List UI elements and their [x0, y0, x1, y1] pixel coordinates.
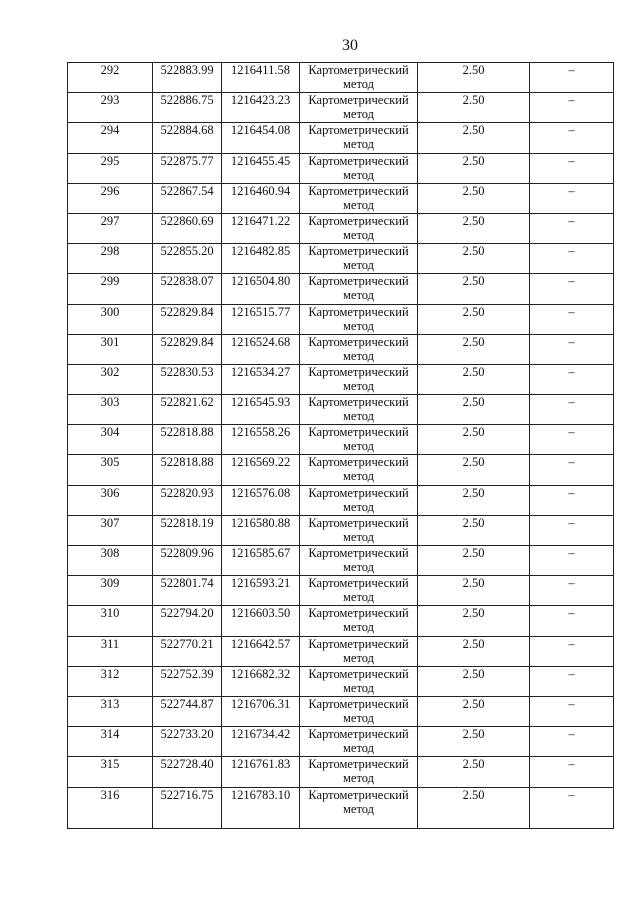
description-cell: – [530, 455, 614, 485]
method-text-line: метод [342, 469, 374, 484]
method-text-line: Картометрический [308, 63, 409, 77]
method-cell [300, 183, 418, 213]
description-cell: – [530, 485, 614, 515]
point-number-cell: 301 [68, 334, 153, 364]
method-text-line: Картометрический [308, 395, 409, 410]
description-cell: – [530, 515, 614, 545]
method-text-line: метод [342, 560, 374, 574]
table-row [68, 304, 614, 334]
accuracy-cell: 2.50 [418, 244, 530, 274]
method-cell [300, 244, 418, 274]
method-cell [300, 576, 418, 606]
method-cell [300, 696, 418, 726]
table-row [68, 274, 614, 304]
method-text-line: метод [342, 801, 374, 816]
point-number-cell: 306 [68, 485, 153, 515]
description-cell: – [530, 213, 614, 243]
x-coordinate-cell: 522752.39 [153, 666, 222, 696]
x-coordinate-cell: 522860.69 [153, 213, 222, 243]
description-cell: – [530, 666, 614, 696]
description-cell: – [530, 93, 614, 123]
accuracy-cell: 2.50 [418, 576, 530, 606]
point-number-cell: 302 [68, 364, 153, 394]
method-cell [300, 546, 418, 576]
point-number-cell: 316 [68, 787, 153, 828]
x-coordinate-cell: 522855.20 [153, 244, 222, 274]
y-coordinate-cell: 1216576.08 [222, 485, 300, 515]
point-number-cell: 309 [68, 576, 153, 606]
description-cell: – [530, 334, 614, 364]
method-text-line: Картометрический [308, 153, 409, 168]
method-text-line: Картометрический [308, 606, 409, 621]
point-number-cell: 299 [68, 274, 153, 304]
description-cell: – [530, 757, 614, 787]
accuracy-cell: 2.50 [418, 304, 530, 334]
table-row [68, 334, 614, 364]
method-text-line: Картометрический [308, 364, 409, 379]
method-text-line: метод [342, 409, 374, 424]
method-text-line: Картометрический [308, 455, 409, 470]
method-text-line: метод [342, 318, 374, 333]
x-coordinate-cell: 522744.87 [153, 696, 222, 726]
y-coordinate-cell: 1216761.83 [222, 757, 300, 787]
point-number-cell: 298 [68, 244, 153, 274]
x-coordinate-cell: 522875.77 [153, 153, 222, 183]
point-number-cell: 314 [68, 727, 153, 757]
x-coordinate-cell: 522838.07 [153, 274, 222, 304]
description-cell: – [530, 63, 614, 93]
y-coordinate-cell: 1216423.23 [222, 93, 300, 123]
method-text-line: метод [342, 258, 374, 273]
method-text-line: Картометрический [308, 696, 409, 711]
description-cell: – [530, 274, 614, 304]
description-cell: – [530, 304, 614, 334]
point-number-cell: 300 [68, 304, 153, 334]
x-coordinate-cell: 522733.20 [153, 727, 222, 757]
y-coordinate-cell: 1216734.42 [222, 727, 300, 757]
y-coordinate-cell: 1216545.93 [222, 395, 300, 425]
method-cell [300, 395, 418, 425]
accuracy-cell: 2.50 [418, 696, 530, 726]
method-cell [300, 334, 418, 364]
method-text-line: Картометрический [308, 93, 409, 108]
table-row [68, 636, 614, 666]
description-cell: – [530, 546, 614, 576]
accuracy-cell: 2.50 [418, 63, 530, 93]
point-number-cell: 303 [68, 395, 153, 425]
table-row [68, 425, 614, 455]
table-row [68, 153, 614, 183]
method-cell [300, 63, 418, 93]
point-number-cell: 313 [68, 696, 153, 726]
method-text-line: метод [342, 620, 374, 635]
method-text-line: Картометрический [308, 787, 409, 802]
table-row [68, 213, 614, 243]
method-text-line: метод [342, 499, 374, 514]
accuracy-cell: 2.50 [418, 485, 530, 515]
method-cell [300, 364, 418, 394]
y-coordinate-cell: 1216515.77 [222, 304, 300, 334]
y-coordinate-cell: 1216569.22 [222, 455, 300, 485]
accuracy-cell: 2.50 [418, 395, 530, 425]
method-text-line: Картометрический [308, 485, 409, 500]
point-number-cell: 297 [68, 213, 153, 243]
accuracy-cell: 2.50 [418, 123, 530, 153]
x-coordinate-cell: 522867.54 [153, 183, 222, 213]
accuracy-cell: 2.50 [418, 153, 530, 183]
accuracy-cell: 2.50 [418, 334, 530, 364]
x-coordinate-cell: 522821.62 [153, 395, 222, 425]
method-text-line: Картометрический [308, 757, 409, 772]
description-cell: – [530, 244, 614, 274]
x-coordinate-cell: 522716.75 [153, 787, 222, 828]
y-coordinate-cell: 1216706.31 [222, 696, 300, 726]
table-row [68, 696, 614, 726]
method-text-line: Картометрический [308, 213, 409, 228]
method-cell [300, 455, 418, 485]
accuracy-cell: 2.50 [418, 727, 530, 757]
method-text-line: метод [342, 741, 374, 756]
method-text-line: Картометрический [308, 425, 409, 440]
method-text-line: Картометрический [308, 546, 409, 560]
point-number-cell: 308 [68, 546, 153, 576]
accuracy-cell: 2.50 [418, 93, 530, 123]
x-coordinate-cell: 522794.20 [153, 606, 222, 636]
point-number-cell: 295 [68, 153, 153, 183]
description-cell: – [530, 153, 614, 183]
table-row [68, 455, 614, 485]
x-coordinate-cell: 522801.74 [153, 576, 222, 606]
method-text-line: Картометрический [308, 274, 409, 289]
method-text-line: метод [342, 137, 374, 152]
method-text-line: метод [342, 288, 374, 303]
method-cell [300, 636, 418, 666]
method-text-line: Картометрический [308, 666, 409, 681]
point-number-cell: 310 [68, 606, 153, 636]
x-coordinate-cell: 522820.93 [153, 485, 222, 515]
table-row [68, 485, 614, 515]
table-row [68, 244, 614, 274]
method-text-line: Картометрический [308, 244, 409, 259]
method-cell [300, 425, 418, 455]
method-text-line: метод [342, 710, 374, 725]
method-text-line: метод [342, 167, 374, 182]
method-text-line: метод [342, 439, 374, 454]
description-cell: – [530, 123, 614, 153]
description-cell: – [530, 787, 614, 828]
coordinates-table-body [68, 63, 614, 829]
method-text-line: Картометрический [308, 304, 409, 319]
accuracy-cell: 2.50 [418, 515, 530, 545]
method-text-line: метод [342, 529, 374, 544]
y-coordinate-cell: 1216455.45 [222, 153, 300, 183]
page-number: 30 [342, 37, 358, 54]
method-cell [300, 666, 418, 696]
accuracy-cell: 2.50 [418, 757, 530, 787]
table-row [68, 606, 614, 636]
method-text-line: метод [342, 197, 374, 212]
description-cell: – [530, 395, 614, 425]
method-cell [300, 153, 418, 183]
table-row [68, 183, 614, 213]
method-text-line: метод [342, 680, 374, 695]
method-text-line: метод [342, 590, 374, 605]
y-coordinate-cell: 1216593.21 [222, 576, 300, 606]
method-text-line: метод [342, 348, 374, 363]
y-coordinate-cell: 1216482.85 [222, 244, 300, 274]
y-coordinate-cell: 1216580.88 [222, 515, 300, 545]
method-cell [300, 274, 418, 304]
accuracy-cell: 2.50 [418, 787, 530, 828]
accuracy-cell: 2.50 [418, 274, 530, 304]
point-number-cell: 305 [68, 455, 153, 485]
method-text-line: метод [342, 771, 374, 786]
accuracy-cell: 2.50 [418, 636, 530, 666]
table-row [68, 666, 614, 696]
method-cell [300, 727, 418, 757]
x-coordinate-cell: 522829.84 [153, 304, 222, 334]
x-coordinate-cell: 522883.99 [153, 63, 222, 93]
point-number-cell: 296 [68, 183, 153, 213]
description-cell: – [530, 636, 614, 666]
table-row [68, 93, 614, 123]
x-coordinate-cell: 522818.88 [153, 455, 222, 485]
x-coordinate-cell: 522728.40 [153, 757, 222, 787]
method-cell [300, 515, 418, 545]
method-text-line: Картометрический [308, 334, 409, 349]
point-number-cell: 312 [68, 666, 153, 696]
description-cell: – [530, 183, 614, 213]
accuracy-cell: 2.50 [418, 364, 530, 394]
y-coordinate-cell: 1216460.94 [222, 183, 300, 213]
accuracy-cell: 2.50 [418, 183, 530, 213]
table-row [68, 364, 614, 394]
x-coordinate-cell: 522886.75 [153, 93, 222, 123]
table-row [68, 757, 614, 787]
description-cell: – [530, 727, 614, 757]
method-text-line: Картометрический [308, 576, 409, 591]
method-text-line: метод [342, 227, 374, 242]
table-row [68, 395, 614, 425]
y-coordinate-cell: 1216534.27 [222, 364, 300, 394]
y-coordinate-cell: 1216558.26 [222, 425, 300, 455]
method-cell [300, 485, 418, 515]
y-coordinate-cell: 1216504.80 [222, 274, 300, 304]
method-text-line: метод [342, 650, 374, 665]
accuracy-cell: 2.50 [418, 425, 530, 455]
method-cell [300, 93, 418, 123]
y-coordinate-cell: 1216471.22 [222, 213, 300, 243]
method-text-line: Картометрический [308, 727, 409, 742]
accuracy-cell: 2.50 [418, 455, 530, 485]
method-text-line: метод [342, 77, 374, 91]
table-row [68, 576, 614, 606]
method-cell [300, 123, 418, 153]
x-coordinate-cell: 522809.96 [153, 546, 222, 576]
table-row [68, 123, 614, 153]
description-cell: – [530, 364, 614, 394]
method-text-line: Картометрический [308, 515, 409, 530]
x-coordinate-cell: 522818.19 [153, 515, 222, 545]
point-number-cell: 315 [68, 757, 153, 787]
x-coordinate-cell: 522829.84 [153, 334, 222, 364]
method-cell [300, 757, 418, 787]
x-coordinate-cell: 522884.68 [153, 123, 222, 153]
description-cell: – [530, 696, 614, 726]
y-coordinate-cell: 1216642.57 [222, 636, 300, 666]
method-cell [300, 787, 418, 828]
accuracy-cell: 2.50 [418, 213, 530, 243]
description-cell: – [530, 576, 614, 606]
coordinates-table [67, 62, 614, 829]
accuracy-cell: 2.50 [418, 606, 530, 636]
accuracy-cell: 2.50 [418, 666, 530, 696]
method-cell [300, 213, 418, 243]
y-coordinate-cell: 1216411.58 [222, 63, 300, 93]
y-coordinate-cell: 1216682.32 [222, 666, 300, 696]
y-coordinate-cell: 1216585.67 [222, 546, 300, 576]
table-row [68, 546, 614, 576]
y-coordinate-cell: 1216454.08 [222, 123, 300, 153]
point-number-cell: 307 [68, 515, 153, 545]
table-row [68, 63, 614, 93]
description-cell: – [530, 606, 614, 636]
method-text-line: метод [342, 378, 374, 393]
x-coordinate-cell: 522830.53 [153, 364, 222, 394]
x-coordinate-cell: 522770.21 [153, 636, 222, 666]
point-number-cell: 292 [68, 63, 153, 93]
method-text-line: Картометрический [308, 636, 409, 651]
method-text-line: Картометрический [308, 183, 409, 198]
y-coordinate-cell: 1216783.10 [222, 787, 300, 828]
y-coordinate-cell: 1216524.68 [222, 334, 300, 364]
accuracy-cell: 2.50 [418, 546, 530, 576]
method-cell [300, 304, 418, 334]
point-number-cell: 293 [68, 93, 153, 123]
method-cell [300, 606, 418, 636]
method-text-line: метод [342, 107, 374, 122]
point-number-cell: 311 [68, 636, 153, 666]
method-text-line: Картометрический [308, 123, 409, 138]
table-row [68, 787, 614, 828]
x-coordinate-cell: 522818.88 [153, 425, 222, 455]
table-row [68, 727, 614, 757]
y-coordinate-cell: 1216603.50 [222, 606, 300, 636]
point-number-cell: 294 [68, 123, 153, 153]
point-number-cell: 304 [68, 425, 153, 455]
table-row [68, 515, 614, 545]
description-cell: – [530, 425, 614, 455]
